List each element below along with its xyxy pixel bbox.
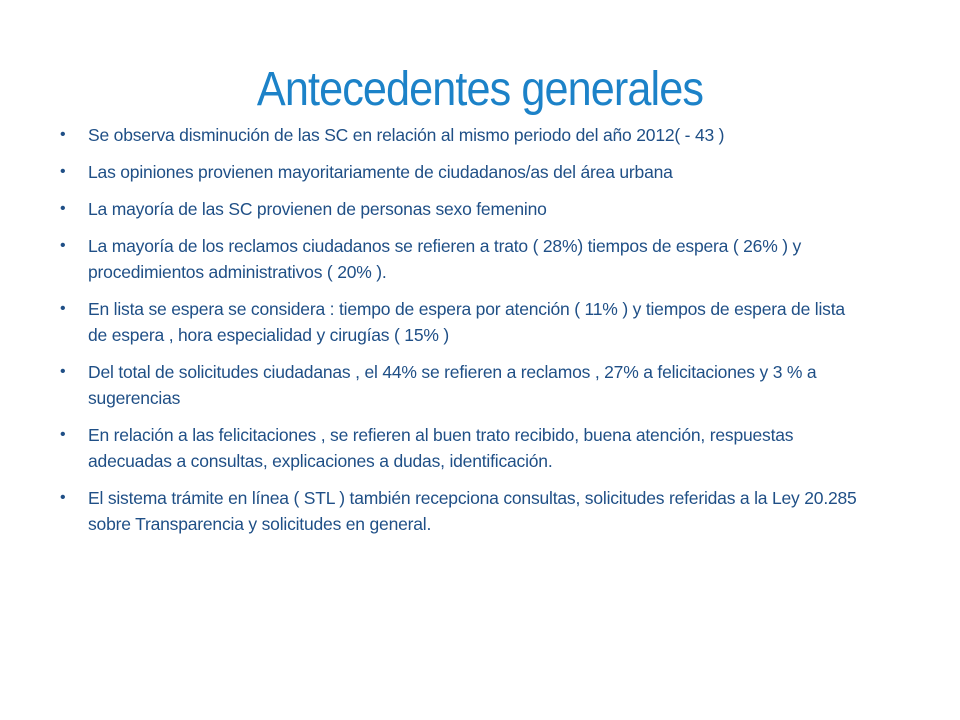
bullet-text: En relación a las felicitaciones , se refieren al buen trato recibido, buena atención, respuestas adecuadas a consultas, explicaciones a dudas, identificación.: [88, 425, 794, 471]
bullet-text: La mayoría de las SC provienen de personas sexo femenino: [88, 199, 547, 219]
bullet-icon: •: [60, 300, 66, 317]
slide-title: Antecedentes generales: [256, 63, 704, 116]
bullet-icon: •: [60, 126, 66, 143]
bullet-item: [60, 196, 860, 222]
bullet-text: El sistema trámite en línea ( STL ) también recepciona consultas, solicitudes referidas a la Ley 20.285 sobre Transparencia y solicitudes en general.: [88, 488, 857, 534]
bullet-item: [60, 233, 860, 285]
bullet-icon: •: [60, 363, 66, 380]
bullet-icon: •: [60, 426, 66, 443]
bullet-text: Del total de solicitudes ciudadanas , el 44% se refieren a reclamos , 27% a felicitaciones y 3 % a sugerencias: [88, 362, 817, 408]
bullet-icon: •: [60, 489, 66, 506]
bullet-item: [60, 422, 860, 474]
bullet-item: [60, 296, 860, 348]
bullet-list: [60, 122, 860, 548]
bullet-text: Las opiniones provienen mayoritariamente de ciudadanos/as del área urbana: [88, 162, 673, 182]
bullet-text: La mayoría de los reclamos ciudadanos se refieren a trato ( 28%) tiempos de espera ( 26% ) y procedimientos administrativos ( 20% ).: [88, 236, 802, 282]
bullet-icon: •: [60, 237, 66, 254]
bullet-icon: •: [60, 163, 66, 180]
bullet-item: [60, 485, 860, 537]
bullet-item: [60, 159, 860, 185]
bullet-text: Se observa disminución de las SC en relación al mismo periodo del año 2012( - 43 ): [88, 125, 725, 145]
bullet-icon: •: [60, 200, 66, 217]
bullet-item: [60, 359, 860, 411]
bullet-item: [60, 122, 860, 148]
bullet-text: En lista se espera se considera : tiempo de espera por atención ( 11% ) y tiempos de espera de lista de espera , hora especialidad y cirugías ( 15% ): [88, 299, 845, 345]
